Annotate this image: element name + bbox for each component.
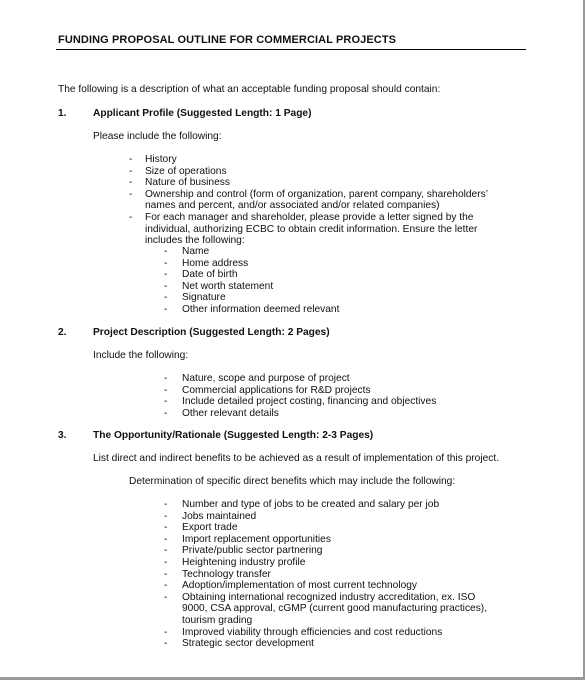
list-item — [129, 189, 489, 212]
title-underline — [56, 49, 526, 50]
list-item: - Export trade — [164, 522, 494, 534]
list-item: - Include detailed project costing, financing and objectives — [164, 396, 494, 408]
list-item: - Jobs maintained — [164, 511, 494, 523]
sublist-item: - Home address — [164, 258, 494, 270]
list-item: - Import replacement opportunities — [164, 534, 494, 546]
list-item: - Adoption/implementation of most current technology — [164, 580, 494, 592]
list-item: - Improved viability through efficiencies and cost reductions — [164, 627, 494, 639]
list-item — [164, 592, 494, 627]
list-item-line: individual, authorizing ECBC to obtain credit information. Ensure the letter — [145, 223, 478, 235]
section-2-heading: Project Description (Suggested Length: 2 Pages) — [93, 327, 330, 338]
section-1-sublist — [164, 246, 494, 316]
list-item-line: includes the following: — [145, 235, 245, 247]
section-3-lead: List direct and indirect benefits to be achieved as a result of implementation of this project. — [93, 453, 500, 464]
list-item-line: - Ownership and control (form of organization, parent company, shareholders’ — [145, 188, 488, 200]
section-1-lead: Please include the following: — [93, 131, 222, 142]
list-item-line: - Obtaining international recognized industry accreditation, ex. ISO — [182, 591, 476, 603]
sublist-item: - Net worth statement — [164, 281, 494, 293]
section-2-number: 2. — [58, 327, 67, 338]
list-item: - Heightening industry profile — [164, 557, 494, 569]
section-1-list — [129, 154, 489, 247]
list-item: - Private/public sector partnering — [164, 545, 494, 557]
list-item-line: tourism grading — [182, 614, 253, 626]
list-item: - History — [129, 154, 489, 166]
list-item-line: names and percent, and/or associated and/or related companies) — [145, 200, 440, 212]
sublist-item: - Other information deemed relevant — [164, 304, 494, 316]
list-item: - Size of operations — [129, 166, 489, 178]
sublist-item: - Name — [164, 246, 494, 258]
list-item: - Number and type of jobs to be created and salary per job — [164, 499, 494, 511]
list-item: - Other relevant details — [164, 408, 494, 420]
section-3-lead-2: Determination of specific direct benefits which may include the following: — [129, 476, 456, 487]
intro-paragraph: The following is a description of what an acceptable funding proposal should contain: — [58, 84, 441, 95]
section-2-list — [164, 373, 494, 419]
list-item: - Technology transfer — [164, 569, 494, 581]
list-item: - Strategic sector development — [164, 638, 494, 650]
sublist-item: - Signature — [164, 292, 494, 304]
section-1-number: 1. — [58, 108, 67, 119]
list-item: - Nature, scope and purpose of project — [164, 373, 494, 385]
section-3-list — [164, 499, 494, 650]
section-1-heading: Applicant Profile (Suggested Length: 1 Page) — [93, 108, 312, 119]
list-item: - Nature of business — [129, 177, 489, 189]
list-item-line: 9000, CSA approval, cGMP (current good manufacturing practices), — [182, 603, 488, 615]
section-2-lead: Include the following: — [93, 350, 189, 361]
section-3-heading: The Opportunity/Rationale (Suggested Length: 2-3 Pages) — [93, 430, 374, 441]
section-3-number: 3. — [58, 430, 67, 441]
document-title: FUNDING PROPOSAL OUTLINE FOR COMMERCIAL PROJECTS — [58, 34, 397, 46]
list-item: - Commercial applications for R&D projects — [164, 385, 494, 397]
list-item — [129, 212, 489, 247]
sublist-item: - Date of birth — [164, 269, 494, 281]
list-item-line: - For each manager and shareholder, please provide a letter signed by the — [145, 211, 474, 223]
